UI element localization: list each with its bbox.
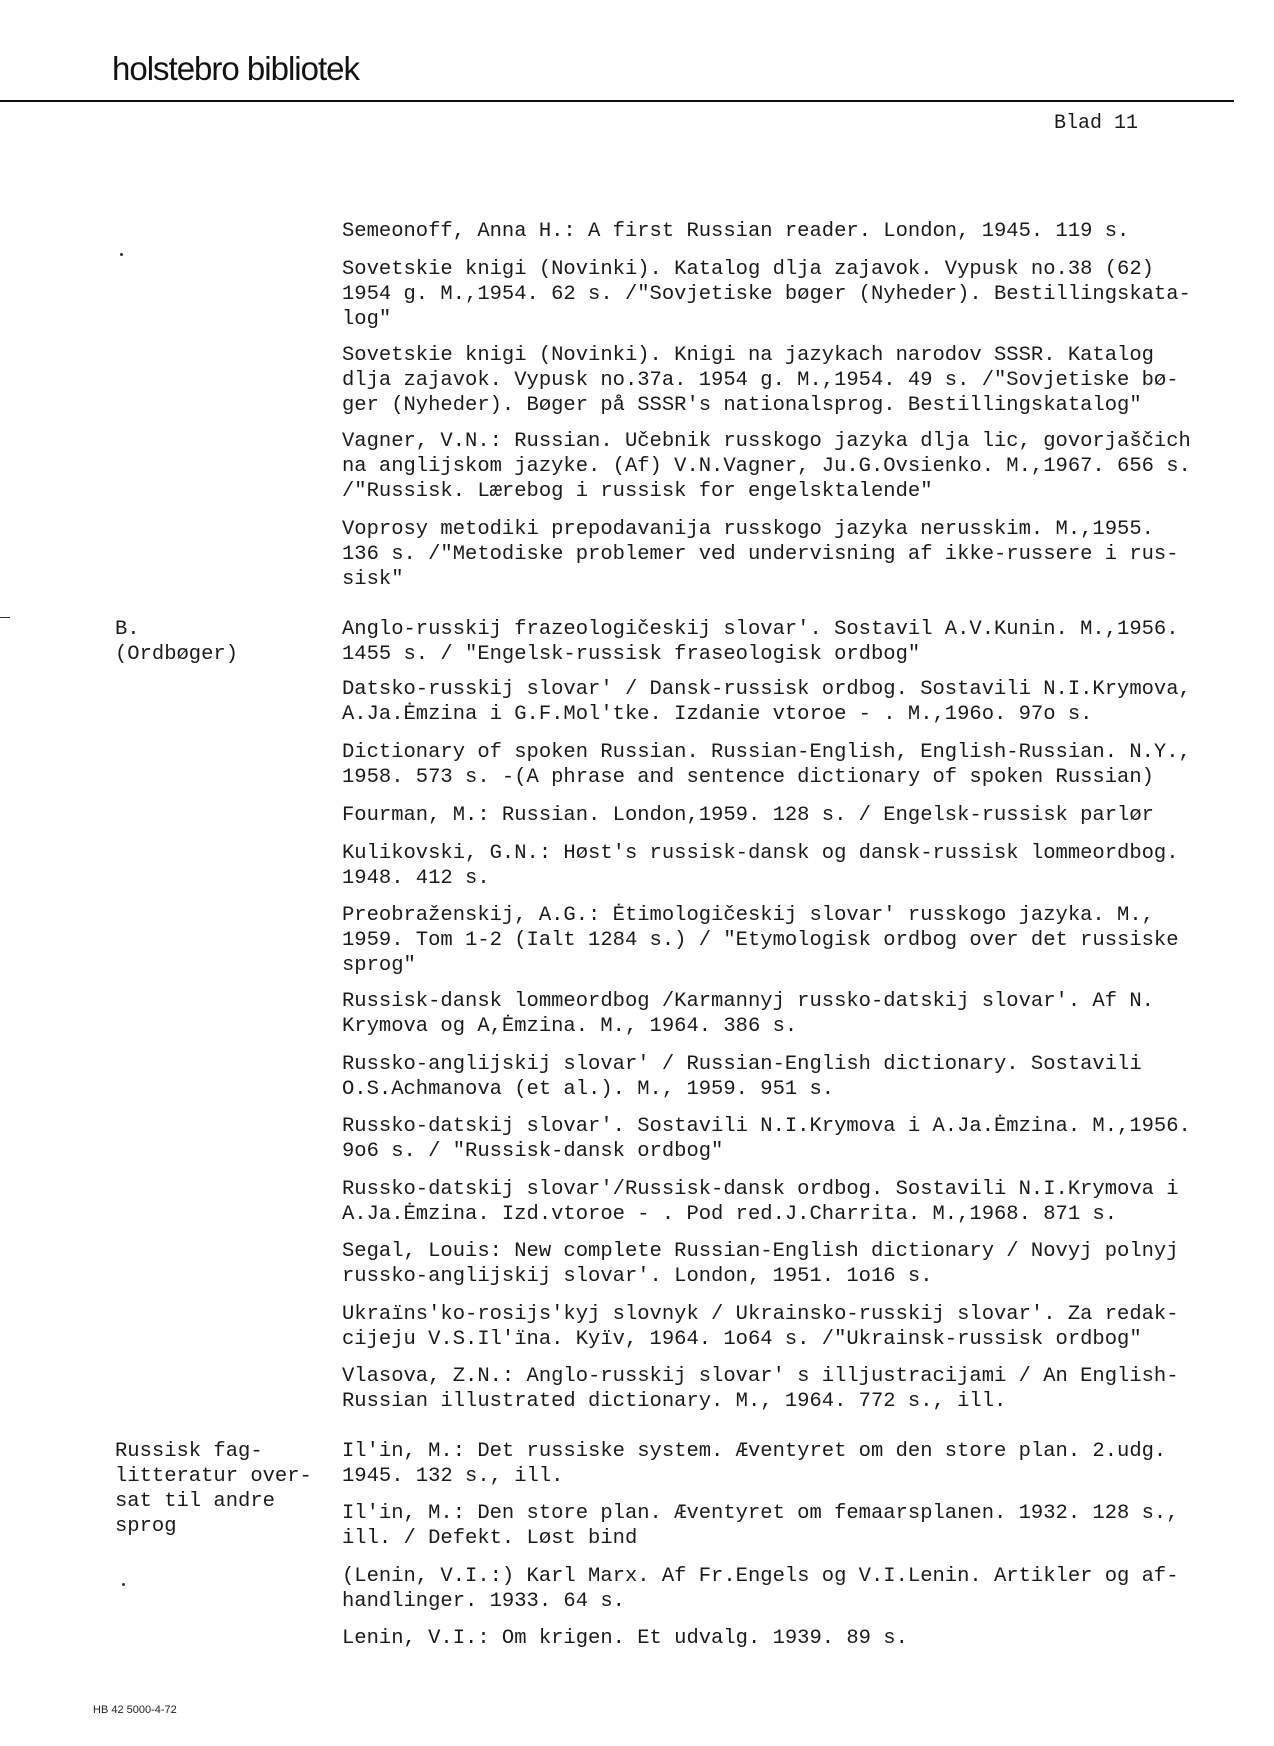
form-code: HB 42 5000-4-72 bbox=[93, 1704, 177, 1716]
margin-dot bbox=[122, 1583, 125, 1586]
catalog-entry: Russko-anglijskij slovar' / Russian-English dictionary. Sostavili O.S.Achmanova (et al.). M., 1959. 951 s. bbox=[342, 1053, 1142, 1101]
catalog-entry: Fourman, M.: Russian. London,1959. 128 s. / Engelsk-russisk parlør bbox=[342, 804, 1154, 827]
margin-tick bbox=[0, 617, 10, 618]
section-label: B. (Ordbøger) bbox=[115, 618, 239, 666]
catalog-entry: Vagner, V.N.: Russian. Učebnik russkogo jazyka dlja lic, govorjaščich na anglijskom jazyke. (Af) V.N.Vagner, Ju.G.Ovsienko. M.,1967. 656 s. /"Russisk. Lærebog i russisk for engelsktalende" bbox=[342, 430, 1191, 503]
section-label: Russisk fag- litteratur over- sat til andre sprog bbox=[115, 1440, 312, 1538]
catalog-entry: Semeonoff, Anna H.: A first Russian reader. London, 1945. 119 s. bbox=[342, 220, 1130, 243]
catalog-entry: (Lenin, V.I.:) Karl Marx. Af Fr.Engels og V.I.Lenin. Artikler og af- handlinger. 1933. 64 s. bbox=[342, 1565, 1179, 1613]
catalog-entry: Russko-datskij slovar'. Sostavili N.I.Krymova i A.Ja.Ėmzina. M.,1956. 9o6 s. / "Russisk-dansk ordbog" bbox=[342, 1115, 1191, 1163]
catalog-entry: Lenin, V.I.: Om krigen. Et udvalg. 1939. 89 s. bbox=[342, 1627, 908, 1650]
catalog-entry: Il'in, M.: Det russiske system. Æventyret om den store plan. 2.udg. 1945. 132 s., ill. bbox=[342, 1440, 1167, 1488]
library-name: holstebro bibliotek bbox=[112, 50, 359, 87]
catalog-entry: Vlasova, Z.N.: Anglo-russkij slovar' s illjustracijami / An English- Russian illustrated dictionary. M., 1964. 772 s., ill. bbox=[342, 1365, 1179, 1413]
catalog-entry: Sovetskie knigi (Novinki). Knigi na jazykach narodov SSSR. Katalog dlja zajavok. Vypusk no.37a. 1954 g. M.,1954. 49 s. /"Sovjetiske bø- ger (Nyheder). Bøger på SSSR's nationalsprog. Bestillingskatalog" bbox=[342, 344, 1179, 417]
catalog-entry: Datsko-russkij slovar' / Dansk-russisk ordbog. Sostavili N.I.Krymova, A.Ja.Ėmzina i G.F.Mol'tke. Izdanie vtoroe - . M.,196o. 97o s. bbox=[342, 678, 1191, 726]
catalog-entry: Sovetskie knigi (Novinki). Katalog dlja zajavok. Vypusk no.38 (62) 1954 g. M.,1954. 62 s. /"Sovjetiske bøger (Nyheder). Bestillingskata- log" bbox=[342, 258, 1191, 331]
catalog-entry: Voprosy metodiki prepodavanija russkogo jazyka nerusskim. M.,1955. 136 s. /"Metodiske problemer ved undervisning af ikke-russere i rus- sisk" bbox=[342, 518, 1179, 591]
sheet-number: Blad 11 bbox=[1054, 112, 1139, 135]
catalog-entry: Russisk-dansk lommeordbog /Karmannyj russko-datskij slovar'. Af N. Krymova og A,Ėmzina. M., 1964. 386 s. bbox=[342, 990, 1154, 1038]
catalog-entry: Segal, Louis: New complete Russian-English dictionary / Novyj polnyj russko-anglijskij slovar'. London, 1951. 1o16 s. bbox=[342, 1240, 1179, 1288]
catalog-entry: Russko-datskij slovar'/Russisk-dansk ordbog. Sostavili N.I.Krymova i A.Ja.Ėmzina. Izd.vtoroe - . Pod red.J.Charrita. M.,1968. 871 s. bbox=[342, 1178, 1179, 1226]
catalog-entry: Anglo-russkij frazeologičeskij slovar'. Sostavil A.V.Kunin. M.,1956. 1455 s. / "Engelsk-russisk fraseologisk ordbog" bbox=[342, 618, 1179, 666]
catalog-entry: Ukraїns'ko-rosijs'kyj slovnyk / Ukrainsko-russkij slovar'. Za redak- cijeju V.S.Il'їna. Kyїv, 1964. 1o64 s. /"Ukrainsk-russisk ordbog" bbox=[342, 1303, 1179, 1351]
catalog-entry: Il'in, M.: Den store plan. Æventyret om femaarsplanen. 1932. 128 s., ill. / Defekt. Løst bind bbox=[342, 1502, 1179, 1550]
catalog-entry: Preobraženskij, A.G.: Ėtimologičeskij slovar' russkogo jazyka. M., 1959. Tom 1-2 (Ialt 1284 s.) / "Etymologisk ordbog over det russiske sprog" bbox=[342, 904, 1179, 977]
catalog-entry: Dictionary of spoken Russian. Russian-English, English-Russian. N.Y., 1958. 573 s. -(A phrase and sentence dictionary of spoken Russian) bbox=[342, 741, 1191, 789]
header-rule bbox=[0, 100, 1234, 102]
margin-dot bbox=[120, 253, 123, 256]
catalog-entry: Kulikovski, G.N.: Høst's russisk-dansk og dansk-russisk lommeordbog. 1948. 412 s. bbox=[342, 842, 1179, 890]
